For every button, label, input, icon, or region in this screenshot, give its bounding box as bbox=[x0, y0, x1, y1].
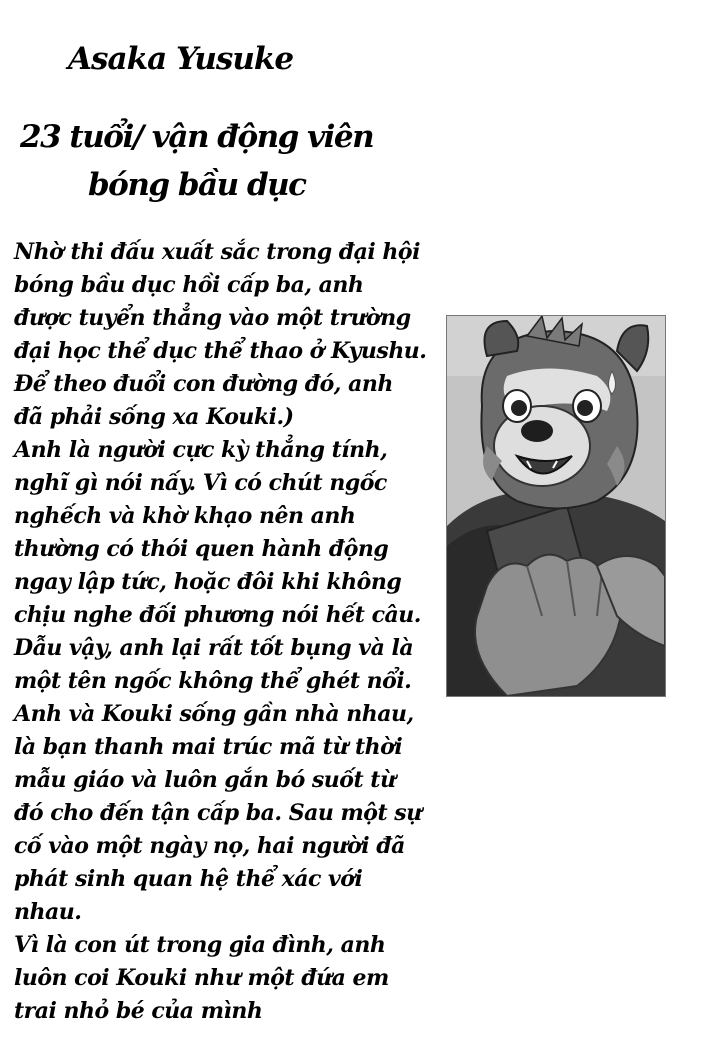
description-line: trai nhỏ bé của mình bbox=[14, 998, 263, 1024]
description-line: Để theo đuổi con đường đó, anh bbox=[14, 371, 393, 397]
description-line: Anh là người cực kỳ thẳng tính, bbox=[14, 437, 388, 463]
description-line: nghếch và khờ khạo nên anh bbox=[14, 503, 356, 529]
description-line: cố vào một ngày nọ, hai người đã bbox=[14, 833, 405, 859]
character-description bbox=[14, 236, 444, 1028]
character-name: Asaka Yusuke bbox=[68, 41, 294, 77]
description-line: chịu nghe đối phương nói hết câu. bbox=[14, 602, 421, 628]
character-role-line-2: bóng bầu dục bbox=[88, 167, 306, 203]
description-line: Dẫu vậy, anh lại rất tốt bụng và là bbox=[14, 635, 414, 661]
description-line: thường có thói quen hành động bbox=[14, 536, 389, 562]
description-line: được tuyển thẳng vào một trường bbox=[14, 305, 411, 331]
description-line: Nhờ thi đấu xuất sắc trong đại hội bbox=[14, 239, 420, 265]
description-line: nhau. bbox=[14, 899, 82, 925]
description-line: đó cho đến tận cấp ba. Sau một sự bbox=[14, 800, 422, 826]
description-line: phát sinh quan hệ thể xác với bbox=[14, 866, 363, 892]
description-line: ngay lập tức, hoặc đôi khi không bbox=[14, 569, 402, 595]
description-line: luôn coi Kouki như một đứa em bbox=[14, 965, 389, 991]
description-line: Vì là con út trong gia đình, anh bbox=[14, 932, 386, 958]
bear-character-portrait-icon bbox=[447, 316, 665, 696]
character-portrait bbox=[446, 315, 666, 697]
description-line: đại học thể dục thể thao ở Kyushu. bbox=[14, 338, 427, 364]
description-line: bóng bầu dục hồi cấp ba, anh bbox=[14, 272, 364, 298]
character-role-line-1: 23 tuổi/ vận động viên bbox=[20, 119, 374, 155]
description-line: nghĩ gì nói nấy. Vì có chút ngốc bbox=[14, 470, 387, 496]
description-line: đã phải sống xa Kouki.) bbox=[14, 404, 294, 430]
description-line: Anh và Kouki sống gần nhà nhau, bbox=[14, 701, 414, 727]
description-line: mẫu giáo và luôn gắn bó suốt từ bbox=[14, 767, 396, 793]
description-line: một tên ngốc không thể ghét nổi. bbox=[14, 668, 412, 694]
description-line: là bạn thanh mai trúc mã từ thời bbox=[14, 734, 403, 760]
